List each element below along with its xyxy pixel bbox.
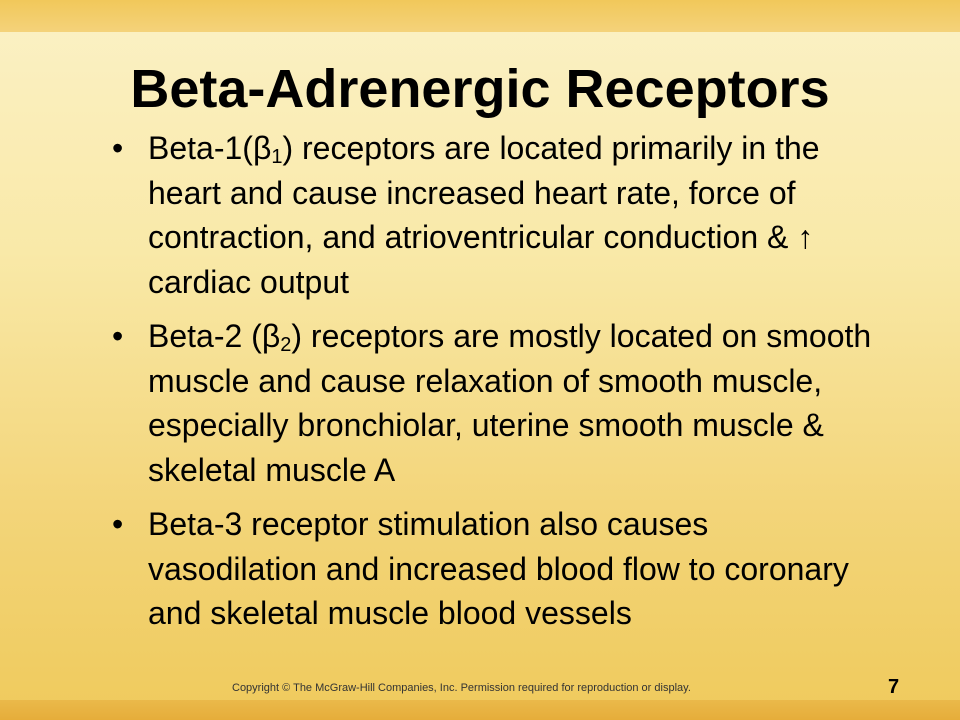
bullet-text-pre: Beta-2 (β — [148, 318, 281, 354]
bullet-subscript: 1 — [271, 146, 283, 168]
bullet-dot: • — [112, 506, 124, 542]
bullet-item-beta-2 — [112, 314, 872, 492]
bullet-dot: • — [112, 318, 124, 354]
top-band — [0, 0, 960, 32]
copyright-notice: Copyright © The McGraw-Hill Companies, Inc. Permission required for reproduction or display. — [232, 682, 691, 694]
bottom-band — [0, 700, 960, 720]
bullet-text: Beta-3 receptor stimulation also causes vasodilation and increased blood flow to coronary and skeletal muscle blood vessels — [148, 506, 849, 631]
slide-title: Beta-Adrenergic Receptors — [130, 59, 830, 119]
bullet-list — [112, 126, 872, 646]
bullet-text-pre: Beta-1(β — [148, 130, 272, 166]
bullet-text-post: ) receptors are located primarily in the heart and cause increased heart rate, force of contraction, and atrioventricular conduction & ↑ cardiac output — [148, 130, 820, 300]
bullet-text-post: ) receptors are mostly located on smooth muscle and cause relaxation of smooth muscle, especially bronchiolar, uterine smooth muscle & skeletal muscle A — [148, 318, 872, 488]
page-number: 7 — [888, 676, 900, 698]
bullet-item-beta-1 — [112, 126, 872, 304]
bullet-dot: • — [112, 130, 124, 166]
bullet-subscript: 2 — [280, 334, 292, 356]
bullet-item-beta-3 — [112, 502, 872, 636]
